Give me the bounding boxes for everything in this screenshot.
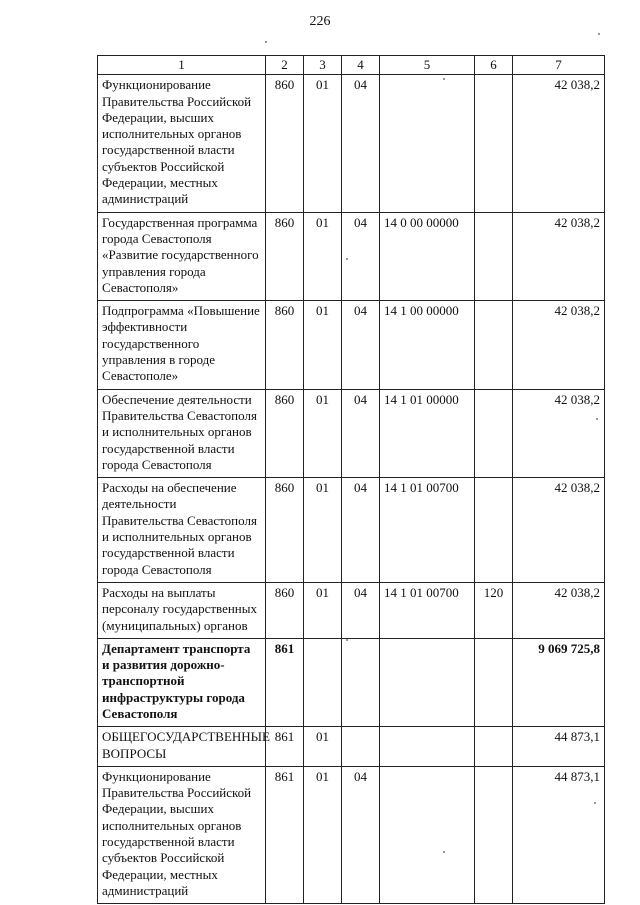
amount-cell: 42 038,2 (513, 301, 605, 389)
row-name-cell: Расходы на обеспечение деятельности Правительства Севастополя и исполнительных органов государственной власти города Севастополя (98, 478, 266, 583)
section-cell: 01 (304, 389, 342, 477)
section-cell: 01 (304, 75, 342, 212)
expense-type-cell (475, 638, 513, 726)
amount-cell: 42 038,2 (513, 478, 605, 583)
section-cell: 01 (304, 478, 342, 583)
expense-type-cell (475, 75, 513, 212)
subsection-cell (342, 638, 380, 726)
section-cell: 01 (304, 212, 342, 300)
subsection-cell: 04 (342, 212, 380, 300)
table-row (98, 212, 605, 300)
row-name-cell: Обеспечение деятельности Правительства Севастополя и исполнительных органов государственной власти города Севастополя (98, 389, 266, 477)
table-row (98, 478, 605, 583)
amount-cell: 44 873,1 (513, 727, 605, 767)
code-ved-cell: 861 (266, 727, 304, 767)
amount-cell: 42 038,2 (513, 582, 605, 638)
section-cell: 01 (304, 301, 342, 389)
table-row (98, 301, 605, 389)
expense-type-cell: 120 (475, 582, 513, 638)
column-header: 6 (475, 56, 513, 75)
row-name-cell: Подпрограмма «Повышение эффективности государственного управления в городе Севастополе» (98, 301, 266, 389)
section-cell: 01 (304, 582, 342, 638)
column-header: 3 (304, 56, 342, 75)
code-ved-cell: 860 (266, 582, 304, 638)
row-name-cell: Функционирование Правительства Российской Федерации, высших исполнительных органов государственной власти субъектов Российской Федерации, местных администраций (98, 766, 266, 903)
target-article-cell: 14 1 01 00000 (380, 389, 475, 477)
subsection-cell: 04 (342, 766, 380, 903)
target-article-cell (380, 75, 475, 212)
subsection-cell: 04 (342, 75, 380, 212)
code-ved-cell: 860 (266, 301, 304, 389)
expense-type-cell (475, 766, 513, 903)
row-name-cell: Государственная программа города Севастополя «Развитие государственного управления города Севастополя» (98, 212, 266, 300)
amount-cell: 44 873,1 (513, 766, 605, 903)
table-row (98, 75, 605, 212)
target-article-cell (380, 766, 475, 903)
budget-table (97, 55, 605, 904)
code-ved-cell: 861 (266, 766, 304, 903)
code-ved-cell: 860 (266, 478, 304, 583)
header-row (98, 56, 605, 75)
target-article-cell (380, 638, 475, 726)
amount-cell: 42 038,2 (513, 75, 605, 212)
column-header: 7 (513, 56, 605, 75)
table-body (98, 75, 605, 904)
amount-cell: 42 038,2 (513, 212, 605, 300)
target-article-cell: 14 0 00 00000 (380, 212, 475, 300)
expense-type-cell (475, 301, 513, 389)
column-header: 2 (266, 56, 304, 75)
table-row (98, 638, 605, 726)
section-cell: 01 (304, 766, 342, 903)
row-name-cell: Департамент транспорта и развития дорожно-транспортной инфраструктуры города Севастополя (98, 638, 266, 726)
target-article-cell: 14 1 00 00000 (380, 301, 475, 389)
amount-cell: 42 038,2 (513, 389, 605, 477)
subsection-cell (342, 727, 380, 767)
row-name-cell: Функционирование Правительства Российской Федерации, высших исполнительных органов государственной власти субъектов Российской Федерации, местных администраций (98, 75, 266, 212)
code-ved-cell: 860 (266, 389, 304, 477)
target-article-cell: 14 1 01 00700 (380, 582, 475, 638)
table-row (98, 582, 605, 638)
target-article-cell (380, 727, 475, 767)
column-header: 4 (342, 56, 380, 75)
expense-type-cell (475, 727, 513, 767)
column-header: 1 (98, 56, 266, 75)
subsection-cell: 04 (342, 478, 380, 583)
subsection-cell: 04 (342, 301, 380, 389)
target-article-cell: 14 1 01 00700 (380, 478, 475, 583)
amount-cell: 9 069 725,8 (513, 638, 605, 726)
subsection-cell: 04 (342, 582, 380, 638)
row-name-cell: ОБЩЕГОСУДАРСТВЕННЫЕ ВОПРОСЫ (98, 727, 266, 767)
expense-type-cell (475, 389, 513, 477)
expense-type-cell (475, 478, 513, 583)
section-cell (304, 638, 342, 726)
expense-type-cell (475, 212, 513, 300)
column-header: 5 (380, 56, 475, 75)
section-cell: 01 (304, 727, 342, 767)
row-name-cell: Расходы на выплаты персоналу государственных (муниципальных) органов (98, 582, 266, 638)
page-number: 226 (309, 14, 331, 29)
code-ved-cell: 861 (266, 638, 304, 726)
code-ved-cell: 860 (266, 75, 304, 212)
table-row (98, 389, 605, 477)
subsection-cell: 04 (342, 389, 380, 477)
code-ved-cell: 860 (266, 212, 304, 300)
table-row (98, 766, 605, 903)
table-row (98, 727, 605, 767)
